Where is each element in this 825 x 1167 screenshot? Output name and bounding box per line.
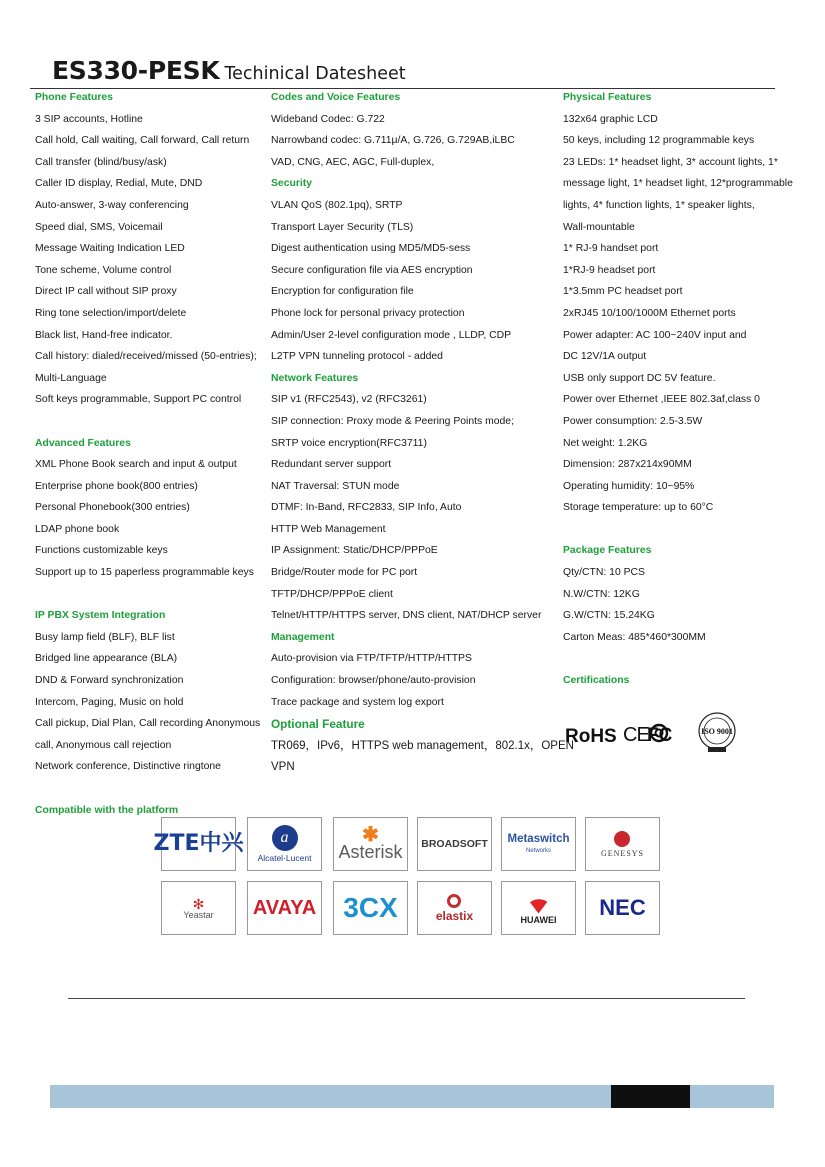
spec-line: Functions customizable keys <box>35 545 168 557</box>
section-heading: Package Features <box>563 545 652 557</box>
spec-line: Power adapter: AC 100~240V input and <box>563 329 747 341</box>
section-heading: Phone Features <box>35 92 113 103</box>
spec-line: Enterprise phone book(800 entries) <box>35 480 198 492</box>
elastix-logo-text: elastix <box>435 909 474 923</box>
spec-line: Personal Phonebook(300 entries) <box>35 502 190 514</box>
elastix-mark-icon <box>447 894 461 908</box>
spec-line <box>35 415 267 437</box>
alcatel-lucent-logo <box>247 817 322 871</box>
spec-line: N.W/CTN: 12KG <box>563 588 640 600</box>
spec-line: 3 SIP accounts, Hotline <box>35 113 143 125</box>
spec-line: Soft keys programmable, Support PC control <box>35 394 242 406</box>
spec-line: Redundant server support <box>271 459 392 471</box>
spec-line: Bridge/Router mode for PC port <box>271 567 418 579</box>
zte-logo-text: ZTE中兴 <box>153 831 244 856</box>
section-heading: Advanced Features <box>35 437 131 449</box>
page-title <box>52 56 406 85</box>
nec-logo-text: NEC <box>599 895 646 920</box>
nec-logo <box>585 881 660 935</box>
spec-line: LDAP phone book <box>35 523 120 535</box>
column-middle <box>271 91 574 782</box>
spec-line: Multi-Language <box>35 372 107 384</box>
spec-line: Auto-answer, 3-way conferencing <box>35 199 189 211</box>
spec-line: 1* RJ-9 handset port <box>563 243 659 255</box>
asterisk-logo <box>333 817 408 871</box>
spec-line: Digest authentication using MD5/MD5-sess <box>271 243 471 255</box>
rohs-logo: RoHS <box>565 726 617 747</box>
spec-line: Wideband Codec: G.722 <box>271 113 385 125</box>
spec-line: XML Phone Book search and input & output <box>35 459 237 471</box>
spec-line: Wall-mountable <box>563 221 635 233</box>
compatible-platforms-heading: Compatible with the platform <box>35 805 179 816</box>
avaya-logo-text: AVAYA <box>252 897 317 919</box>
svg-text:FC: FC <box>647 725 673 746</box>
section-heading: Network Features <box>271 372 359 384</box>
spec-line: message light, 1* headset light, 12*programmable <box>563 178 793 190</box>
svg-text:ISO 9001: ISO 9001 <box>701 727 733 736</box>
spec-line: Call pickup, Dial Plan, Call recording Anonymous <box>35 718 261 730</box>
spec-line: Network conference, Distinctive ringtone <box>35 761 221 773</box>
spec-line: G.W/CTN: 15.24KG <box>563 610 655 622</box>
spec-line: Transport Layer Security (TLS) <box>271 221 414 233</box>
spec-line: 1*RJ-9 headset port <box>563 264 656 276</box>
spec-line: Phone lock for personal privacy protection <box>271 307 465 319</box>
section-heading: Certifications <box>563 675 630 687</box>
spec-line: SRTP voice encryption(RFC3711) <box>271 437 427 449</box>
spec-line: Message Waiting Indication LED <box>35 243 185 255</box>
spec-line: Configuration: browser/phone/auto-provision <box>271 675 476 687</box>
spec-line: IP Assignment: Static/DHCP/PPPoE <box>271 545 438 557</box>
spec-line <box>563 523 813 545</box>
spec-line: Qty/CTN: 10 PCS <box>563 567 645 579</box>
spec-line: Caller ID display, Redial, Mute, DND <box>35 178 203 190</box>
alcatel-mark-icon: a <box>272 825 298 851</box>
yeastar-star-icon: ✻ <box>192 895 205 912</box>
spec-line: TR069，IPv6，HTTPS web management，802.1x，OPEN <box>271 739 574 752</box>
asterisk-mark-icon: ✱ <box>362 824 379 846</box>
ce-logo: CE <box>623 724 649 746</box>
spec-line: Admin/User 2-level configuration mode , LLDP, CDP <box>271 329 512 341</box>
spec-line: USB only support DC 5V feature. <box>563 372 716 384</box>
huawei-logo-text: HUAWEI <box>520 914 557 925</box>
footer-bar-accent <box>611 1085 690 1108</box>
spec-line: Narrowband codec: G.711μ/A, G.726, G.729AB,iLBC <box>271 135 515 147</box>
avaya-logo <box>247 881 322 935</box>
spec-line: Telnet/HTTP/HTTPS server, DNS client, NAT/DHCP server <box>271 610 542 622</box>
broadsoft-logo-text: BROADSOFT <box>421 837 488 850</box>
spec-line: Call hold, Call waiting, Call forward, Call return <box>35 135 250 147</box>
yeastar-logo <box>161 881 236 935</box>
spec-line: VPN <box>271 761 295 774</box>
spec-line: VAD, CNG, AEC, AGC, Full-duplex, <box>271 156 435 168</box>
spec-line: 50 keys, including 12 programmable keys <box>563 135 755 147</box>
header-rule <box>30 88 775 89</box>
3cx-logo-text: 3CX <box>343 892 398 923</box>
genesys-logo-text: GENESYS <box>600 848 644 858</box>
section-heading: Physical Features <box>563 92 652 103</box>
spec-line: Bridged line appearance (BLA) <box>35 653 178 665</box>
column-left <box>35 91 267 782</box>
asterisk-logo-text: Asterisk <box>338 842 403 862</box>
genesys-mark-icon <box>614 831 630 847</box>
spec-line: 132x64 graphic LCD <box>563 113 658 125</box>
spec-line: 1*3.5mm PC headset port <box>563 286 683 298</box>
spec-line: Speed dial, SMS, Voicemail <box>35 221 163 233</box>
spec-line: Tone scheme, Volume control <box>35 264 172 276</box>
column-right <box>563 91 813 696</box>
section-heading: IP PBX System Integration <box>35 610 166 622</box>
spec-line: 2xRJ45 10/100/1000M Ethernet ports <box>563 307 736 319</box>
spec-line: DC 12V/1A output <box>563 351 647 363</box>
spec-line: Storage temperature: up to 60°C <box>563 502 714 514</box>
footer-rule <box>68 998 745 999</box>
spec-line: Call history: dialed/received/missed (50-entries); <box>35 351 257 363</box>
spec-line: L2TP VPN tunneling protocol - added <box>271 351 443 363</box>
spec-line: Carton Meas: 485*460*300MM <box>563 631 706 643</box>
3cx-logo <box>333 881 408 935</box>
metaswitch-logo-subtext: Networks <box>525 847 551 854</box>
spec-line <box>563 652 813 674</box>
document-subtitle: Techinical Datesheet <box>224 64 406 84</box>
spec-line: Operating humidity: 10~95% <box>563 480 695 492</box>
section-heading: Optional Feature <box>271 717 365 732</box>
spec-line: lights, 4* function lights, 1* speaker lights, <box>563 199 755 211</box>
spec-line: Power consumption: 2.5-3.5W <box>563 415 703 427</box>
iso-9001-logo <box>699 713 735 752</box>
spec-line: HTTP Web Management <box>271 523 386 535</box>
metaswitch-logo <box>501 817 576 871</box>
spec-line: Busy lamp field (BLF), BLF list <box>35 631 175 643</box>
spec-line: Auto-provision via FTP/TFTP/HTTP/HTTPS <box>271 653 472 665</box>
spec-line: NAT Traversal: STUN mode <box>271 480 400 492</box>
fcc-logo <box>647 725 673 746</box>
zte-logo <box>153 817 244 871</box>
spec-line: Encryption for configuration file <box>271 286 414 298</box>
huawei-petal-icon <box>524 892 554 914</box>
product-model: ES330-PESK <box>52 56 220 85</box>
platform-logo-grid <box>153 817 661 937</box>
spec-line: Black list, Hand-free indicator. <box>35 329 173 341</box>
certification-logos <box>563 710 753 754</box>
spec-line: TFTP/DHCP/PPPoE client <box>271 588 393 600</box>
spec-line: SIP connection: Proxy mode & Peering Points mode; <box>271 415 514 427</box>
spec-line: call, Anonymous call rejection <box>35 739 172 751</box>
spec-line: Support up to 15 paperless programmable keys <box>35 567 254 579</box>
spec-line: 23 LEDs: 1* headset light, 3* account lights, 1* <box>563 156 778 168</box>
spec-line: Dimension: 287x214x90MM <box>563 459 692 471</box>
spec-line: DND & Forward synchronization <box>35 675 184 687</box>
spec-line: Ring tone selection/import/delete <box>35 307 187 319</box>
genesys-logo <box>585 817 660 871</box>
spec-line: Net weight: 1.2KG <box>563 437 648 449</box>
spec-line: SIP v1 (RFC2543), v2 (RFC3261) <box>271 394 427 406</box>
metaswitch-logo-text: Metaswitch <box>507 833 570 846</box>
section-heading: Codes and Voice Features <box>271 92 401 103</box>
spec-line: Intercom, Paging, Music on hold <box>35 696 184 708</box>
spec-line: Call transfer (blind/busy/ask) <box>35 156 167 168</box>
huawei-logo <box>501 881 576 935</box>
elastix-logo <box>417 881 492 935</box>
spec-line: DTMF: In-Band, RFC2833, SIP Info, Auto <box>271 502 462 514</box>
section-heading: Security <box>271 178 313 190</box>
spec-line: VLAN QoS (802.1pq), SRTP <box>271 199 403 211</box>
spec-line: Secure configuration file via AES encryption <box>271 264 473 276</box>
broadsoft-logo <box>417 817 492 871</box>
alcatel-lucent-logo-text: Alcatel·Lucent <box>257 853 312 864</box>
spec-line: Power over Ethernet ,IEEE 802.3af,class 0 <box>563 394 760 406</box>
section-heading: Management <box>271 631 335 643</box>
spec-line: Direct IP call without SIP proxy <box>35 286 177 298</box>
spec-line <box>35 588 267 610</box>
yeastar-logo-text: Yeastar <box>183 909 214 920</box>
spec-line: Trace package and system log export <box>271 696 444 708</box>
